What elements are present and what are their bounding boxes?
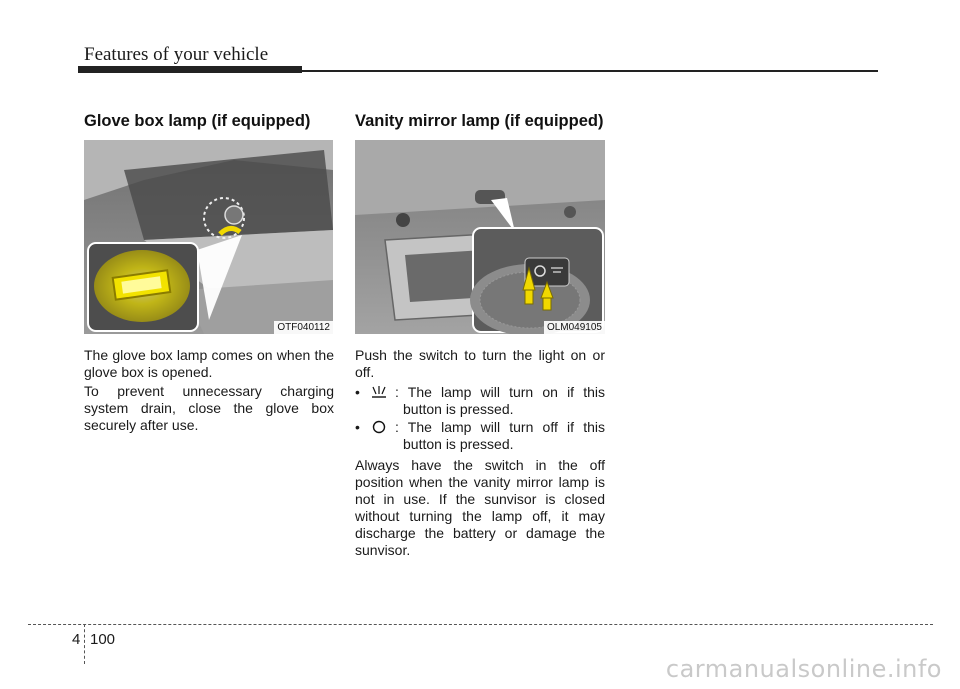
bullet-lamp-off-text: : The lamp will turn off if this [395,419,605,435]
header-bar [78,66,302,73]
figure-code-right: OLM049105 [544,321,605,334]
figure-code-left: OTF040112 [274,321,333,334]
lamp-on-icon [369,385,389,403]
glove-box-paragraph-2: To prevent unnecessary charging system drain, close the glove box securely after use. [84,383,334,433]
glove-box-drawing [84,140,333,334]
bullet-dot: • [355,419,360,435]
vanity-mirror-illustration [355,140,605,334]
chapter-number: 4 [72,631,81,648]
vanity-intro-paragraph: Push the switch to turn the light on or off. [355,347,605,380]
glove-box-illustration [84,140,333,334]
watermark: carmanualsonline.info [665,655,942,683]
lamp-off-icon [369,420,389,438]
bullet-lamp-off-text-cont: button is pressed. [403,436,514,452]
glove-box-paragraph-1: The glove box lamp comes on when the glove box is opened. [84,347,334,380]
header-rule [302,70,878,72]
bullet-lamp-off [355,419,605,453]
bullet-lamp-on-text: : The lamp will turn on if this [395,384,605,400]
bullet-dot: • [355,384,360,400]
footer-rule [28,624,933,625]
page-header-title: Features of your vehicle [84,44,269,65]
page-number: 100 [90,631,116,648]
vanity-mirror-drawing [355,140,605,334]
bullet-lamp-on [355,384,605,418]
vanity-mirror-heading: Vanity mirror lamp (if equipped) [355,112,604,130]
vanity-closing-paragraph: Always have the switch in the off position when the vanity mirror lamp is not in use. If the sunvisor is closed without turning the lamp off, it may discharge the battery or damage the sunvisor. [355,457,605,558]
bullet-lamp-on-text-cont: button is pressed. [403,401,514,417]
footer-divider [84,624,85,664]
glove-box-heading: Glove box lamp (if equipped) [84,112,311,130]
